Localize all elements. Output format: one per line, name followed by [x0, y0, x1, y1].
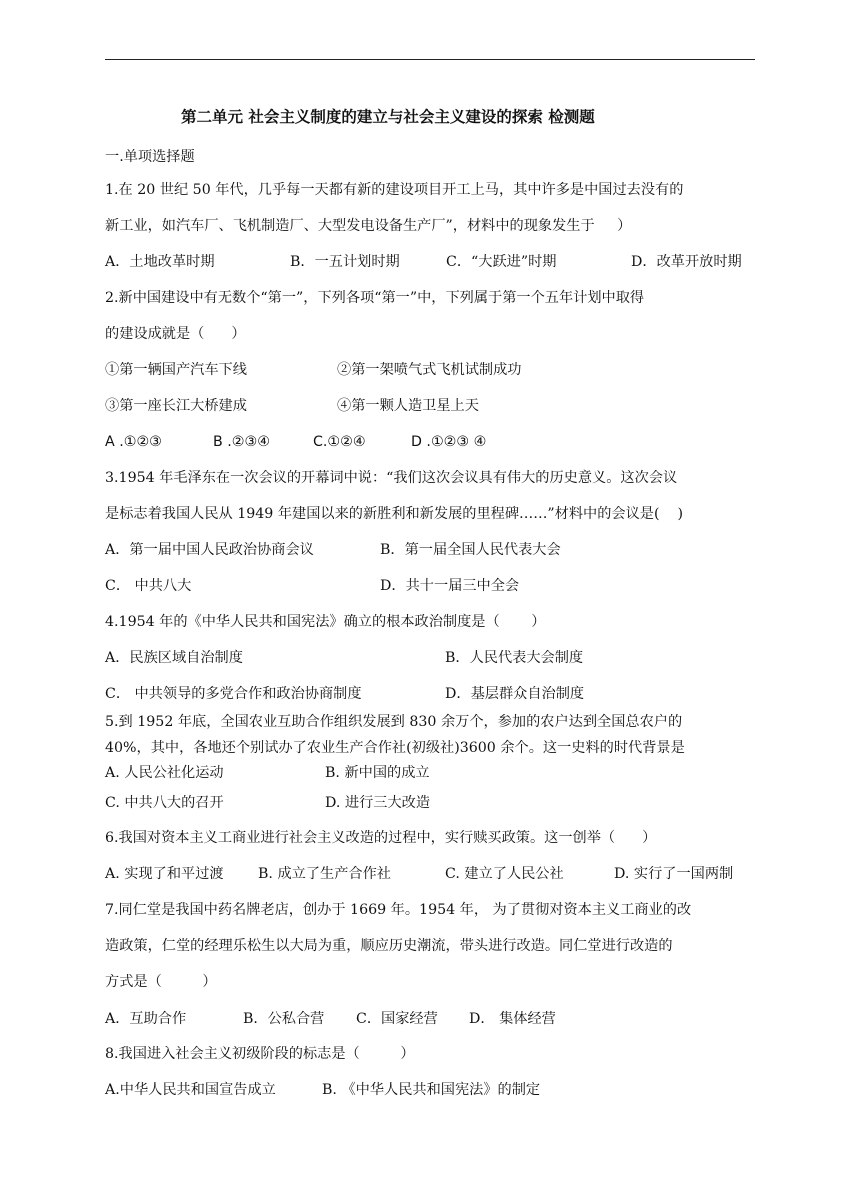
page-title: 第二单元 社会主义制度的建立与社会主义建设的探索 检测题 — [181, 108, 595, 126]
question-4-option-a: A．民族区域自治制度 — [105, 650, 243, 666]
question-5-option-d: D. 进行三大改造 — [325, 795, 431, 811]
question-3-option-d: D．共十一届三中全会 — [380, 578, 520, 594]
question-4-option-d: D．基层群众自治制度 — [445, 686, 585, 702]
question-5-option-c: C. 中共八大的召开 — [105, 795, 224, 811]
question-2-stem-line-1: 2.新中国建设中有无数个“第一”，下列各项“第一”中，下列属于第一个五年计划中取得 — [105, 290, 645, 306]
question-3-option-b: B．第一届全国人民代表大会 — [380, 542, 561, 558]
question-1-stem-line-2: 新工业，如汽车厂、飞机制造厂、大型发电设备生产厂”，材料中的现象发生于 ） — [105, 218, 632, 234]
question-5-option-a: A. 人民公社化运动 — [105, 765, 224, 781]
question-5-option-b: B. 新中国的成立 — [325, 765, 430, 781]
question-3-option-c: C． 中共八大 — [105, 578, 192, 594]
question-2-item-3: ③第一座长江大桥建成 — [105, 398, 247, 414]
question-7-option-b: B．公私合营 — [243, 1011, 325, 1027]
question-6-stem-line-1: 6.我国对资本主义工商业进行社会主义改造的过程中，实行赎买政策。这一创举（ ） — [105, 830, 657, 846]
question-6-option-b: B. 成立了生产合作社 — [258, 866, 391, 882]
question-7-option-c: C．国家经营 — [356, 1011, 438, 1027]
section-heading: 一.单项选择题 — [105, 149, 195, 165]
question-2-option-b: B .②③④ — [213, 434, 270, 450]
question-1-option-c: C．“大跃进”时期 — [446, 254, 557, 270]
question-1-option-a: A．土地改革时期 — [105, 254, 215, 270]
question-2-stem-line-2: 的建设成就是（ ） — [105, 326, 246, 342]
question-2-option-a: A .①②③ — [105, 434, 162, 450]
question-1-option-d: D．改革开放时期 — [631, 254, 742, 270]
question-7-stem-line-1: 7.同仁堂是我国中药名牌老店，创办于 1669 年。1954 年， 为了贯彻对资本主义工商业的改 — [105, 902, 692, 918]
question-7-option-d: D． 集体经营 — [469, 1011, 556, 1027]
question-8-option-b: B. 《中华人民共和国宪法》的制定 — [322, 1082, 541, 1098]
question-4-stem-line-1: 4.1954 年的《中华人民共和国宪法》确立的根本政治制度是（ ） — [105, 614, 546, 630]
question-6-option-d: D. 实行了一国两制 — [614, 866, 734, 882]
question-1-option-b: B．一五计划时期 — [290, 254, 400, 270]
question-3-stem-line-1: 3.1954 年毛泽东在一次会议的开幕词中说：“我们这次会议具有伟大的历史意义。这次会议 — [105, 470, 678, 486]
question-3-stem-line-2: 是标志着我国人民从 1949 年建国以来的新胜利和新发展的里程碑……”材料中的会议是( ) — [105, 506, 684, 522]
question-2-item-2: ②第一架喷气式飞机试制成功 — [337, 362, 522, 378]
question-5-stem-line-2: 40%，其中，各地还个别试办了农业生产合作社(初级社)3600 余个。这一史料的时代背景是 — [105, 740, 685, 756]
question-6-option-a: A. 实现了和平过渡 — [105, 866, 224, 882]
question-2-item-1: ①第一辆国产汽车下线 — [105, 362, 247, 378]
question-3-option-a: A．第一届中国人民政治协商会议 — [105, 542, 314, 558]
question-2-option-c: C.①②④ — [313, 434, 366, 450]
question-4-option-c: C． 中共领导的多党合作和政治协商制度 — [105, 686, 362, 702]
question-6-option-c: C. 建立了人民公社 — [445, 866, 564, 882]
question-8-stem-line-1: 8.我国进入社会主义初级阶段的标志是（ ） — [105, 1046, 415, 1062]
question-7-stem-line-3: 方式是（ ） — [105, 974, 217, 990]
question-1-stem-line-1: 1.在 20 世纪 50 年代，几乎每一天都有新的建设项目开工上马，其中许多是中国过去没有的 — [105, 182, 684, 198]
header-rule — [105, 59, 755, 60]
question-7-stem-line-2: 造政策，仁堂的经理乐松生以大局为重，顺应历史潮流，带头进行改造。同仁堂进行改造的 — [105, 938, 673, 954]
question-2-option-d: D .①②③ ④ — [411, 434, 487, 450]
question-7-option-a: A．互助合作 — [105, 1011, 187, 1027]
question-5-stem-line-1: 5.到 1952 年底，全国农业互助合作组织发展到 830 余万个，参加的农户达到全国总农户的 — [105, 714, 683, 730]
question-8-option-a: A.中华人民共和国宣告成立 — [105, 1082, 276, 1098]
question-2-item-4: ④第一颗人造卫星上天 — [337, 398, 479, 414]
question-4-option-b: B．人民代表大会制度 — [445, 650, 584, 666]
